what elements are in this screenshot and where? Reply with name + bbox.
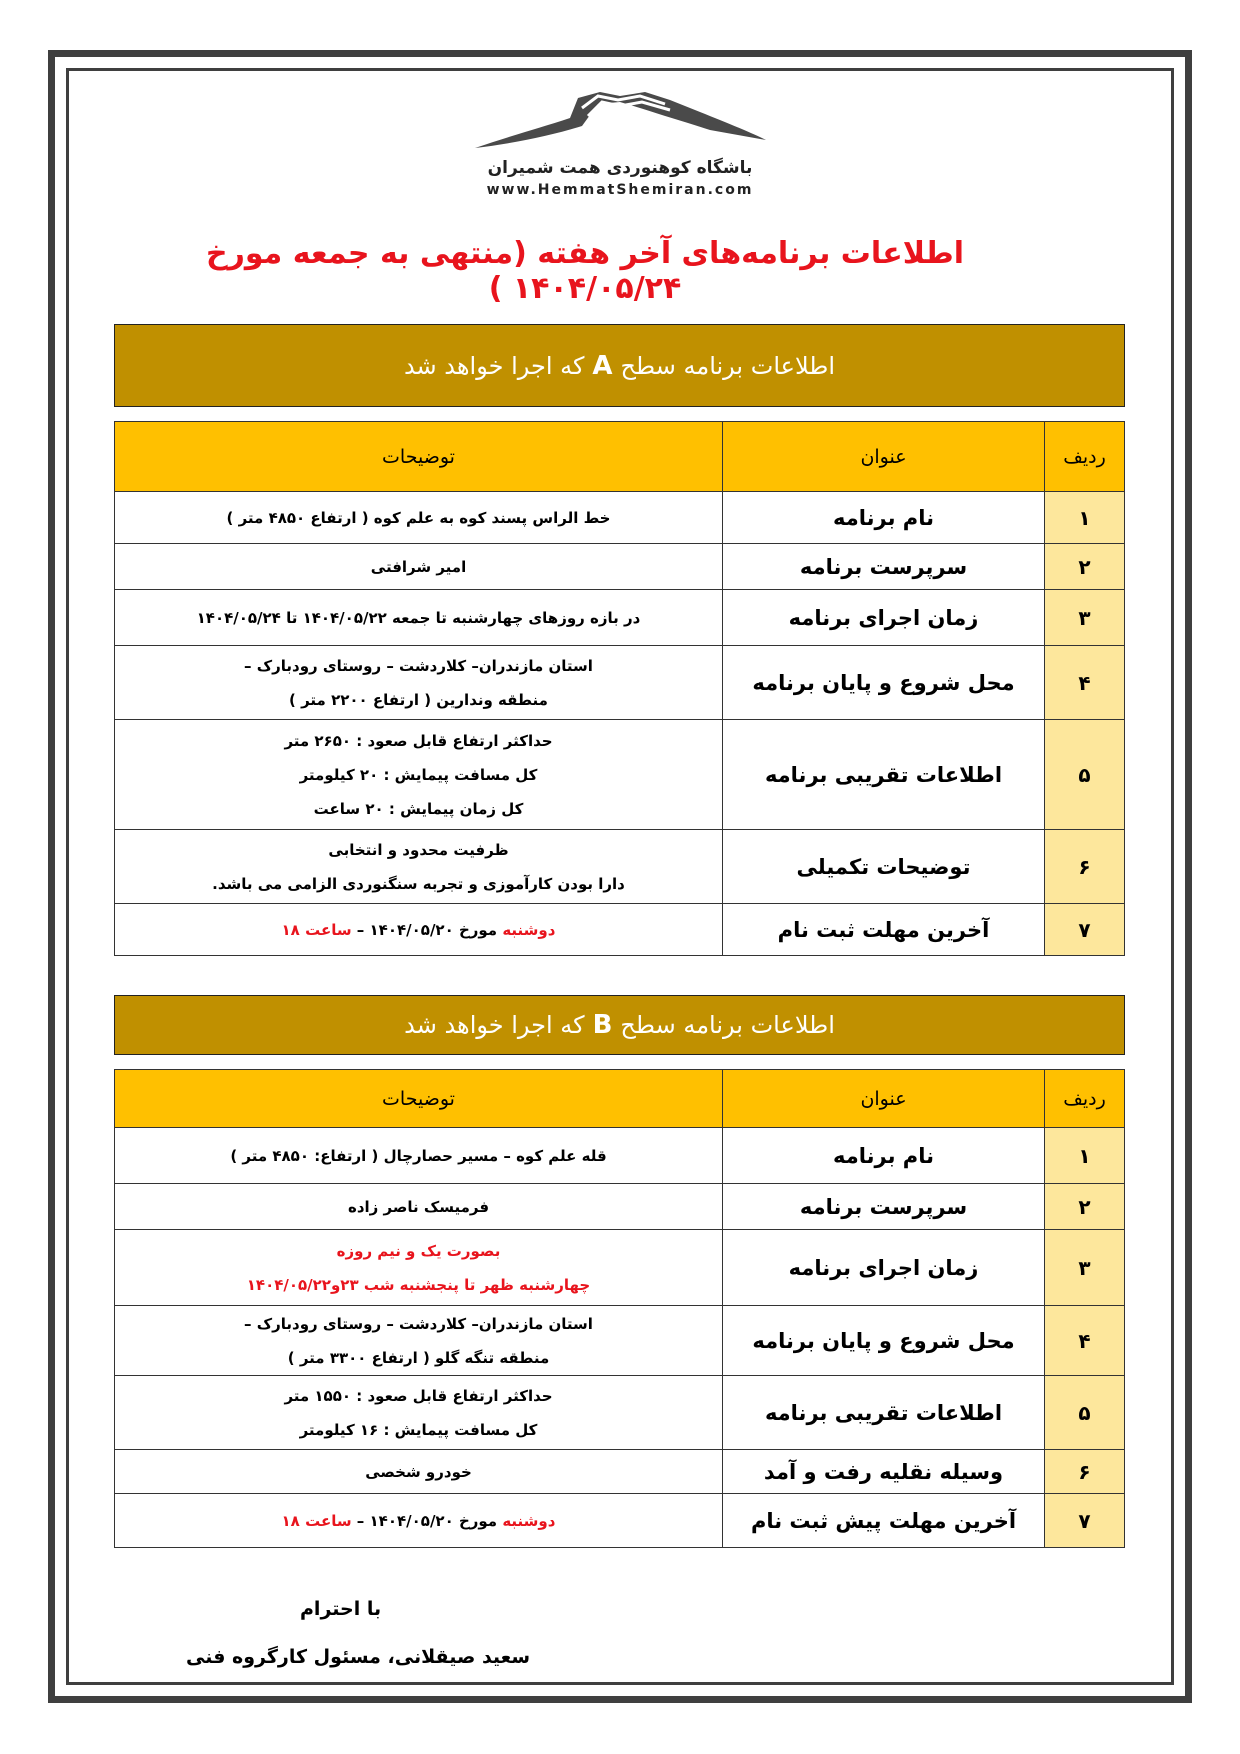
- club-logo: [460, 88, 780, 208]
- desc-line: قله علم کوه – مسیر حصارچال ( ارتفاع: ۴۸۵۰ متر ): [230, 1146, 607, 1165]
- row-desc: [115, 1376, 723, 1450]
- row-index: ۳: [1045, 1230, 1125, 1306]
- row-desc: [115, 1128, 723, 1184]
- desc-line: کل مسافت پیمایش : ۱۶ کیلومتر: [299, 1420, 538, 1439]
- section-b-header-pre: اطلاعات برنامه سطح: [620, 1011, 835, 1039]
- row-title: اطلاعات تقریبی برنامه: [723, 1376, 1045, 1450]
- desc-line: منطقه وندارین ( ارتفاع ۲۲۰۰ متر ): [289, 690, 548, 709]
- table-row: [115, 1376, 1125, 1450]
- desc-line: کل مسافت پیمایش : ۲۰ کیلومتر: [299, 765, 538, 784]
- table-row: [115, 646, 1125, 720]
- row-index: ۶: [1045, 1450, 1125, 1494]
- column-header-desc: توضیحات: [115, 422, 723, 492]
- row-desc: [115, 1230, 723, 1306]
- table-row: [115, 1450, 1125, 1494]
- table-row: [115, 1128, 1125, 1184]
- section-b-table: [114, 1069, 1125, 1548]
- column-header-title: عنوان: [723, 422, 1045, 492]
- table-row: [115, 904, 1125, 956]
- page-title: اطلاعات برنامه‌های آخر هفته (منتهی به جمعه مورخ ۱۴۰۴/۰۵/۲۴ ): [205, 236, 965, 306]
- row-index: ۱: [1045, 1128, 1125, 1184]
- row-index: ۴: [1045, 1306, 1125, 1376]
- table-row: [115, 720, 1125, 830]
- row-title: محل شروع و پایان برنامه: [723, 646, 1045, 720]
- row-title: نام برنامه: [723, 1128, 1045, 1184]
- row-desc: [115, 590, 723, 646]
- row-title: نام برنامه: [723, 492, 1045, 544]
- column-header-title: عنوان: [723, 1070, 1045, 1128]
- deadline-day: دوشنبه: [502, 1511, 556, 1530]
- table-row: [115, 1494, 1125, 1548]
- table-header-row: [115, 422, 1125, 492]
- row-title: اطلاعات تقریبی برنامه: [723, 720, 1045, 830]
- desc-line: دارا بودن کارآموزی و تجربه سنگنوردی الزامی می باشد.: [212, 874, 625, 893]
- row-title: آخرین مهلت پیش ثبت نام: [723, 1494, 1045, 1548]
- row-index: ۲: [1045, 1184, 1125, 1230]
- row-desc: [115, 1306, 723, 1376]
- deadline-date: مورخ ۱۴۰۴/۰۵/۲۰ –: [351, 920, 503, 939]
- desc-line: استان مازندران– کلاردشت – روستای رودبارک –: [244, 656, 593, 675]
- section-a-header: [114, 324, 1125, 407]
- desc-line: امیر شرافتی: [370, 557, 467, 576]
- row-title: توضیحات تکمیلی: [723, 830, 1045, 904]
- section-a-letter: A: [592, 350, 613, 381]
- row-title: زمان اجرای برنامه: [723, 1230, 1045, 1306]
- row-desc: [115, 1184, 723, 1230]
- section-a-header-pre: اطلاعات برنامه سطح: [620, 351, 836, 380]
- section-b-letter: B: [592, 1010, 613, 1040]
- row-desc: [115, 830, 723, 904]
- row-index: ۶: [1045, 830, 1125, 904]
- table-row: [115, 830, 1125, 904]
- row-desc: [115, 1494, 723, 1548]
- desc-line: در بازه روزهای چهارشنبه تا جمعه ۱۴۰۴/۰۵/۲۲ تا ۱۴۰۴/۰۵/۲۴: [196, 608, 641, 627]
- row-index: ۵: [1045, 1376, 1125, 1450]
- row-title: محل شروع و پایان برنامه: [723, 1306, 1045, 1376]
- row-index: ۳: [1045, 590, 1125, 646]
- row-index: ۷: [1045, 1494, 1125, 1548]
- table-header-row: [115, 1070, 1125, 1128]
- desc-line: کل زمان پیمایش : ۲۰ ساعت: [313, 799, 524, 818]
- column-header-desc: توضیحات: [115, 1070, 723, 1128]
- row-desc: [115, 646, 723, 720]
- row-desc: [115, 904, 723, 956]
- section-b-header: [114, 995, 1125, 1055]
- desc-line: حداکثر ارتفاع قابل صعود : ۱۵۵۰ متر: [284, 1386, 553, 1405]
- deadline-time: ساعت ۱۸: [281, 1511, 352, 1530]
- table-row: [115, 1306, 1125, 1376]
- section-a-table: [114, 421, 1125, 956]
- table-row: [115, 1230, 1125, 1306]
- deadline-day: دوشنبه: [502, 920, 556, 939]
- desc-line: خودرو شخصی: [365, 1462, 472, 1481]
- desc-line: فرمیسک ناصر زاده: [347, 1197, 490, 1216]
- row-desc: [115, 492, 723, 544]
- desc-line: چهارشنبه ظهر تا پنجشنبه شب ۲۳و۱۴۰۴/۰۵/۲۲: [246, 1275, 591, 1294]
- deadline-date: مورخ ۱۴۰۴/۰۵/۲۰ –: [351, 1511, 503, 1530]
- row-index: ۲: [1045, 544, 1125, 590]
- table-row: [115, 492, 1125, 544]
- row-title: وسیله نقلیه رفت و آمد: [723, 1450, 1045, 1494]
- row-index: ۴: [1045, 646, 1125, 720]
- club-website[interactable]: www.HemmatShemiran.com: [486, 182, 754, 198]
- row-index: ۱: [1045, 492, 1125, 544]
- column-header-index: ردیف: [1045, 422, 1125, 492]
- mountain-logo-icon: [470, 88, 770, 154]
- desc-line: حداکثر ارتفاع قابل صعود : ۲۶۵۰ متر: [284, 731, 553, 750]
- desc-line: استان مازندران– کلاردشت – روستای رودبارک –: [244, 1314, 593, 1333]
- section-b-header-post: که اجرا خواهد شد: [404, 1011, 585, 1039]
- row-index: ۵: [1045, 720, 1125, 830]
- closing-regards: با احترام: [300, 1598, 382, 1620]
- section-a-header-post: که اجرا خواهد شد: [403, 351, 585, 380]
- table-row: [115, 1184, 1125, 1230]
- desc-line: منطقه تنگه گلو ( ارتفاع ۳۳۰۰ متر ): [287, 1348, 550, 1367]
- column-header-index: ردیف: [1045, 1070, 1125, 1128]
- row-desc: [115, 544, 723, 590]
- row-index: ۷: [1045, 904, 1125, 956]
- row-title: زمان اجرای برنامه: [723, 590, 1045, 646]
- table-row: [115, 590, 1125, 646]
- desc-line: ظرفیت محدود و انتخابی: [328, 840, 509, 859]
- row-title: سرپرست برنامه: [723, 544, 1045, 590]
- row-desc: [115, 720, 723, 830]
- club-name: باشگاه کوهنوردی همت شمیران: [487, 158, 753, 178]
- deadline-time: ساعت ۱۸: [281, 920, 352, 939]
- desc-line: خط الراس پسند کوه به علم کوه ( ارتفاع ۴۸۵۰ متر ): [226, 508, 611, 527]
- signature: سعید صیقلانی، مسئول کارگروه فنی: [186, 1646, 531, 1668]
- desc-line: بصورت یک و نیم روزه: [336, 1241, 501, 1260]
- row-title: سرپرست برنامه: [723, 1184, 1045, 1230]
- row-title: آخرین مهلت ثبت نام: [723, 904, 1045, 956]
- row-desc: [115, 1450, 723, 1494]
- table-row: [115, 544, 1125, 590]
